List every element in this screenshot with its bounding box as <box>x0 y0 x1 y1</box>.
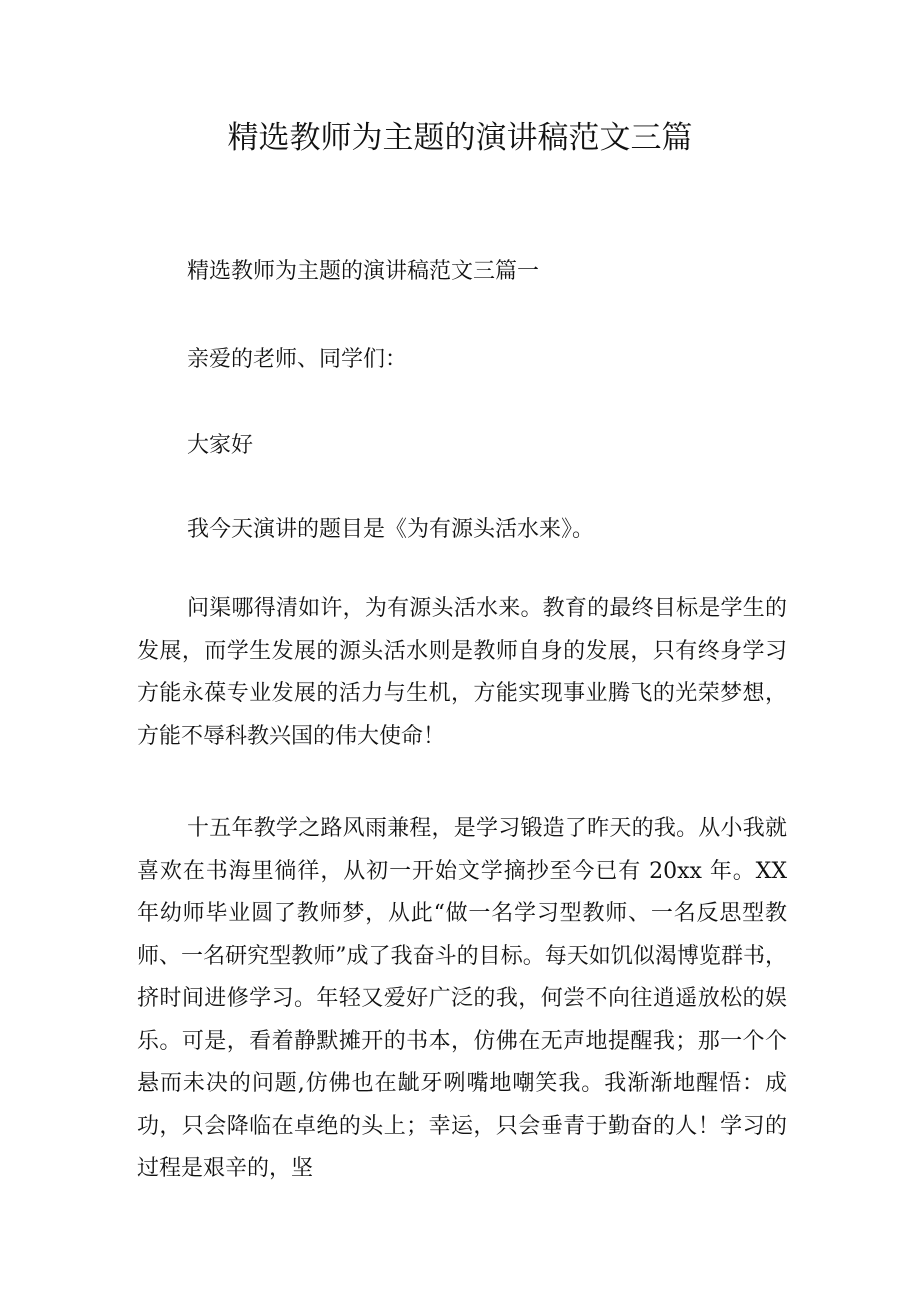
body-paragraph-2: 十五年教学之路风雨兼程，是学习锻造了昨天的我。从小我就喜欢在书海里徜徉，从初一开始文学摘抄至今已有 20xx 年。XX 年幼师毕业圆了教师梦，从此“做一名学习型教师、一名反思型教师、一名研究型教师”成了我奋斗的目标。每天如饥似渴博览群书，挤时间进修学习。年轻又爱好广泛的我，何尝不向往逍遥放松的娱乐。可是，看着静默摊开的书本，仿佛在无声地提醒我；那一个个悬而未决的问题,仿佛也在龇牙咧嘴地嘲笑我。我渐渐地醒悟：成功，只会降临在卓绝的头上；幸运，只会垂青于勤奋的人！学习的过程是艰辛的，坚 <box>137 816 787 1181</box>
salutation: 亲爱的老师、同学们： <box>187 347 408 372</box>
document-title: 精选教师为主题的演讲稿范文三篇 <box>227 120 693 156</box>
section-heading: 精选教师为主题的演讲稿范文三篇一 <box>187 259 540 284</box>
intro-line: 我今天演讲的题目是《为有源头活水来》。 <box>187 517 595 542</box>
greeting: 大家好 <box>187 433 254 458</box>
body-paragraph-1: 问渠哪得清如许，为有源头活水来。教育的最终目标是学生的发展，而学生发展的源头活水则是教师自身的发展，只有终身学习方能永葆专业发展的活力与生机，方能实现事业腾飞的光荣梦想，方能不辱科教兴国的伟大使命！ <box>137 596 787 749</box>
